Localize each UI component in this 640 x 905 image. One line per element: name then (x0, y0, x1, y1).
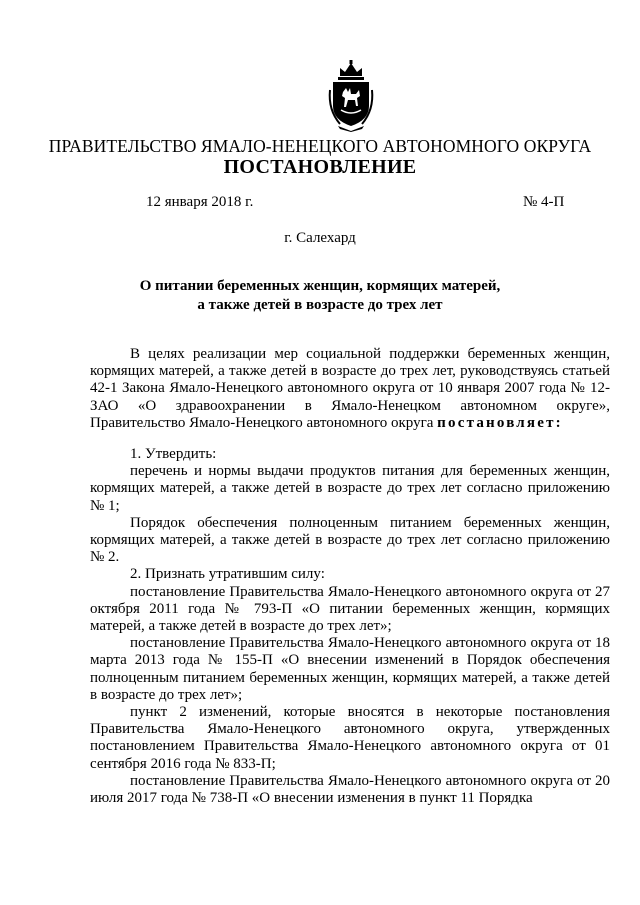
document-body (90, 346, 610, 807)
clause-2-item-a: постановление Правительства Ямало-Ненецкого автономного округа от 27 октября 2011 года № 793-П «О питании беременных женщин, кормящих матерей, а также детей в возрасте до трех лет»; (90, 583, 610, 635)
preamble-paragraph (90, 346, 610, 432)
clause-1-item-a: перечень и нормы выдачи продуктов питания для беременных женщин, кормящих матерей, а также детей в возрасте до трех лет согласно приложению № 1; (90, 463, 610, 514)
preamble-text: В целях реализации мер социальной поддержки беременных женщин, кормящих матерей, а также детей в возрасте до трех лет, руководствуясь статьей 42-1 Закона Ямало-Ненецкого автономного округа от 10 января 2007 года № 12-ЗАО «О здравоохранении в Ямало-Ненецком автономном округе», Правительство Ямало-Ненецкого автономного округа (90, 346, 610, 431)
title-line-1: О питании беременных женщин, кормящих матерей, (139, 278, 501, 294)
clause-2-item-c: пункт 2 изменений, которые вносятся в некоторые постановления Правительства Ямало-Ненецкого автономного округа, утвержденных постановлением Правительства Ямало-Ненецкого автономного округа от 01 сентября 2016 года № 833-П; (90, 704, 610, 772)
organization-name: ПРАВИТЕЛЬСТВО ЯМАЛО-НЕНЕЦКОГО АВТОНОМНОГО ОКРУГА (48, 136, 592, 156)
clause-1-item-b: Порядок обеспечения полноценным питанием беременных женщин, кормящих матерей, а также детей в возрасте до трех лет согласно приложению № 2. (90, 514, 610, 566)
document-number: № 4-П (523, 194, 565, 210)
document-type: ПОСТАНОВЛЕНИЕ (223, 156, 417, 178)
clause-1: 1. Утвердить: (130, 446, 217, 463)
clause-2-item-b: постановление Правительства Ямало-Ненецкого автономного округа от 18 марта 2013 года № 155-П «О внесении изменений в Порядок обеспечения полноценным питанием беременных женщин, кормящих матерей, а также детей в возрасте до трех лет»; (90, 635, 610, 703)
document-city: г. Салехард (284, 230, 356, 246)
decree-word: постановляет: (437, 414, 563, 431)
document-date: 12 января 2018 г. (146, 194, 254, 210)
clause-2: 2. Признать утратившим силу: (130, 566, 325, 583)
clause-2-item-d: постановление Правительства Ямало-Ненецкого автономного округа от 20 июля 2017 года № 738-П «О внесении изменения в пункт 11 Порядка (90, 772, 610, 807)
coat-of-arms-icon (326, 60, 376, 132)
title-line-2: а также детей в возрасте до трех лет (197, 297, 443, 313)
document-title (0, 277, 640, 315)
